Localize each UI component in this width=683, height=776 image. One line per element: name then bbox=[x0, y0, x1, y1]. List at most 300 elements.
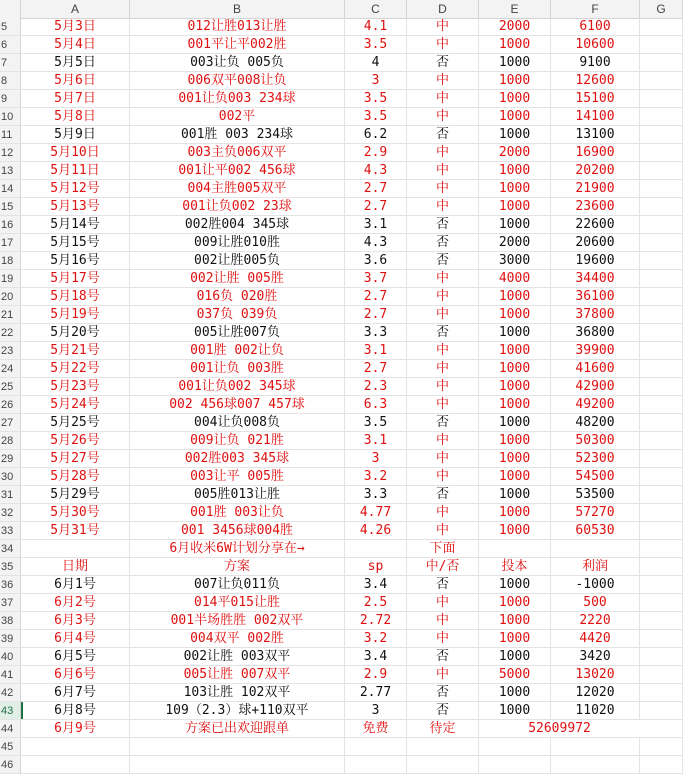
sp-cell[interactable] bbox=[345, 738, 407, 756]
stake-cell[interactable]: 1000 bbox=[479, 594, 551, 612]
date-cell[interactable]: 5月16号 bbox=[21, 252, 130, 270]
date-cell[interactable] bbox=[21, 756, 130, 774]
sp-cell[interactable]: 3.4 bbox=[345, 576, 407, 594]
empty-cell[interactable] bbox=[640, 180, 683, 198]
profit-cell[interactable]: 54500 bbox=[551, 468, 640, 486]
date-cell[interactable]: 5月14号 bbox=[21, 216, 130, 234]
empty-cell[interactable] bbox=[640, 720, 683, 738]
result-cell[interactable]: 否 bbox=[407, 252, 479, 270]
date-cell[interactable] bbox=[21, 540, 130, 558]
stake-cell[interactable]: 1000 bbox=[479, 432, 551, 450]
plan-cell[interactable]: 001胜 002让负 bbox=[130, 342, 345, 360]
empty-cell[interactable] bbox=[640, 198, 683, 216]
sp-cell[interactable]: 2.7 bbox=[345, 306, 407, 324]
sp-cell[interactable]: 3.5 bbox=[345, 108, 407, 126]
plan-cell[interactable] bbox=[130, 756, 345, 774]
result-cell[interactable] bbox=[407, 738, 479, 756]
empty-cell[interactable] bbox=[640, 252, 683, 270]
stake-cell[interactable]: 投本 bbox=[479, 558, 551, 576]
empty-cell[interactable] bbox=[640, 648, 683, 666]
result-cell[interactable]: 中 bbox=[407, 342, 479, 360]
profit-cell[interactable]: 500 bbox=[551, 594, 640, 612]
profit-cell[interactable]: 20200 bbox=[551, 162, 640, 180]
profit-cell[interactable]: 利润 bbox=[551, 558, 640, 576]
result-cell[interactable]: 中 bbox=[407, 630, 479, 648]
stake-cell[interactable] bbox=[479, 540, 551, 558]
profit-cell[interactable]: 3420 bbox=[551, 648, 640, 666]
empty-cell[interactable] bbox=[640, 522, 683, 540]
result-cell[interactable]: 中 bbox=[407, 36, 479, 54]
date-cell[interactable]: 5月27号 bbox=[21, 450, 130, 468]
profit-cell[interactable]: 6100 bbox=[551, 18, 640, 36]
date-cell[interactable]: 6月6号 bbox=[21, 666, 130, 684]
sp-cell[interactable]: 3.1 bbox=[345, 432, 407, 450]
row-header[interactable]: 15 bbox=[0, 198, 21, 216]
select-all-corner[interactable] bbox=[0, 0, 21, 18]
plan-cell[interactable]: 003让平 005胜 bbox=[130, 468, 345, 486]
column-header-e[interactable]: E bbox=[479, 0, 551, 18]
sp-cell[interactable]: 2.7 bbox=[345, 198, 407, 216]
result-cell[interactable]: 否 bbox=[407, 324, 479, 342]
row-header[interactable]: 24 bbox=[0, 360, 21, 378]
profit-cell[interactable]: 14100 bbox=[551, 108, 640, 126]
date-cell[interactable]: 5月8日 bbox=[21, 108, 130, 126]
profit-cell[interactable]: 42900 bbox=[551, 378, 640, 396]
sp-cell[interactable]: 4.3 bbox=[345, 234, 407, 252]
row-header[interactable]: 5 bbox=[0, 18, 21, 36]
result-cell[interactable]: 中 bbox=[407, 450, 479, 468]
result-cell[interactable]: 中 bbox=[407, 108, 479, 126]
stake-cell[interactable]: 1000 bbox=[479, 576, 551, 594]
plan-cell[interactable]: 003主负006双平 bbox=[130, 144, 345, 162]
stake-cell[interactable]: 2000 bbox=[479, 144, 551, 162]
profit-cell[interactable]: 19600 bbox=[551, 252, 640, 270]
stake-cell[interactable]: 1000 bbox=[479, 504, 551, 522]
sp-cell[interactable]: 3.5 bbox=[345, 90, 407, 108]
stake-cell[interactable]: 1000 bbox=[479, 378, 551, 396]
stake-cell[interactable]: 1000 bbox=[479, 54, 551, 72]
row-header[interactable]: 45 bbox=[0, 738, 21, 756]
empty-cell[interactable] bbox=[640, 630, 683, 648]
sp-cell[interactable]: 3.1 bbox=[345, 216, 407, 234]
plan-cell[interactable]: 037负 039负 bbox=[130, 306, 345, 324]
column-header-c[interactable]: C bbox=[345, 0, 407, 18]
plan-cell[interactable]: 001半场胜胜 002双平 bbox=[130, 612, 345, 630]
empty-cell[interactable] bbox=[640, 684, 683, 702]
sp-cell[interactable]: 3.1 bbox=[345, 342, 407, 360]
stake-cell[interactable]: 1000 bbox=[479, 108, 551, 126]
plan-cell[interactable]: 002胜003 345球 bbox=[130, 450, 345, 468]
stake-cell[interactable]: 1000 bbox=[479, 90, 551, 108]
stake-cell[interactable]: 1000 bbox=[479, 36, 551, 54]
sp-cell[interactable] bbox=[345, 756, 407, 774]
date-cell[interactable]: 5月29号 bbox=[21, 486, 130, 504]
plan-cell[interactable]: 001平让平002胜 bbox=[130, 36, 345, 54]
sp-cell[interactable]: 4.26 bbox=[345, 522, 407, 540]
sp-cell[interactable]: 2.3 bbox=[345, 378, 407, 396]
result-cell[interactable]: 中 bbox=[407, 90, 479, 108]
sp-cell[interactable] bbox=[345, 540, 407, 558]
profit-cell[interactable]: 10600 bbox=[551, 36, 640, 54]
plan-cell[interactable]: 006双平008让负 bbox=[130, 72, 345, 90]
row-header[interactable]: 35 bbox=[0, 558, 21, 576]
column-header-g[interactable]: G bbox=[640, 0, 683, 18]
date-cell[interactable]: 5月13号 bbox=[21, 198, 130, 216]
stake-cell[interactable]: 1000 bbox=[479, 414, 551, 432]
profit-cell[interactable]: 2220 bbox=[551, 612, 640, 630]
plan-cell[interactable]: 001胜 003 234球 bbox=[130, 126, 345, 144]
row-header[interactable]: 40 bbox=[0, 648, 21, 666]
result-cell[interactable]: 中 bbox=[407, 522, 479, 540]
profit-cell[interactable]: 48200 bbox=[551, 414, 640, 432]
plan-cell[interactable]: 001 3456球004胜 bbox=[130, 522, 345, 540]
sp-cell[interactable]: 3.2 bbox=[345, 468, 407, 486]
plan-cell[interactable]: 002胜004 345球 bbox=[130, 216, 345, 234]
plan-cell[interactable]: 001让负 003胜 bbox=[130, 360, 345, 378]
plan-cell[interactable]: 002 456球007 457球 bbox=[130, 396, 345, 414]
profit-cell[interactable]: 23600 bbox=[551, 198, 640, 216]
empty-cell[interactable] bbox=[640, 144, 683, 162]
sp-cell[interactable]: 3.3 bbox=[345, 324, 407, 342]
date-cell[interactable]: 5月25号 bbox=[21, 414, 130, 432]
empty-cell[interactable] bbox=[640, 450, 683, 468]
plan-cell[interactable]: 005让胜007负 bbox=[130, 324, 345, 342]
date-cell[interactable]: 5月19号 bbox=[21, 306, 130, 324]
result-cell[interactable]: 中 bbox=[407, 612, 479, 630]
sp-cell[interactable]: 免费 bbox=[345, 720, 407, 738]
profit-cell[interactable]: 36100 bbox=[551, 288, 640, 306]
sp-cell[interactable]: 4 bbox=[345, 54, 407, 72]
plan-cell[interactable]: 002平 bbox=[130, 108, 345, 126]
date-cell[interactable]: 5月15号 bbox=[21, 234, 130, 252]
stake-cell[interactable]: 1000 bbox=[479, 342, 551, 360]
profit-cell[interactable]: 34400 bbox=[551, 270, 640, 288]
row-header[interactable]: 42 bbox=[0, 684, 21, 702]
row-header[interactable]: 28 bbox=[0, 432, 21, 450]
row-header[interactable]: 39 bbox=[0, 630, 21, 648]
profit-cell[interactable]: 16900 bbox=[551, 144, 640, 162]
sp-cell[interactable]: 6.3 bbox=[345, 396, 407, 414]
stake-cell[interactable]: 1000 bbox=[479, 684, 551, 702]
stake-cell[interactable]: 1000 bbox=[479, 306, 551, 324]
empty-cell[interactable] bbox=[640, 576, 683, 594]
date-cell[interactable]: 5月24号 bbox=[21, 396, 130, 414]
stake-cell[interactable]: 1000 bbox=[479, 486, 551, 504]
stake-cell[interactable]: 1000 bbox=[479, 612, 551, 630]
profit-cell[interactable]: 57270 bbox=[551, 504, 640, 522]
row-header[interactable]: 32 bbox=[0, 504, 21, 522]
sp-cell[interactable]: sp bbox=[345, 558, 407, 576]
stake-cell[interactable] bbox=[479, 756, 551, 774]
result-cell[interactable]: 中/否 bbox=[407, 558, 479, 576]
empty-cell[interactable] bbox=[640, 666, 683, 684]
empty-cell[interactable] bbox=[640, 612, 683, 630]
plan-cell[interactable]: 003让负 005负 bbox=[130, 54, 345, 72]
stake-cell[interactable]: 1000 bbox=[479, 126, 551, 144]
result-cell[interactable]: 中 bbox=[407, 360, 479, 378]
sp-cell[interactable]: 2.7 bbox=[345, 180, 407, 198]
row-header[interactable]: 27 bbox=[0, 414, 21, 432]
result-cell[interactable]: 中 bbox=[407, 270, 479, 288]
result-cell[interactable]: 否 bbox=[407, 486, 479, 504]
plan-cell[interactable]: 002让胜 005胜 bbox=[130, 270, 345, 288]
profit-cell[interactable]: 13020 bbox=[551, 666, 640, 684]
sp-cell[interactable]: 2.72 bbox=[345, 612, 407, 630]
plan-cell[interactable] bbox=[130, 738, 345, 756]
result-cell[interactable]: 中 bbox=[407, 18, 479, 36]
date-cell[interactable]: 5月26号 bbox=[21, 432, 130, 450]
empty-cell[interactable] bbox=[640, 486, 683, 504]
plan-cell[interactable]: 004让负008负 bbox=[130, 414, 345, 432]
sp-cell[interactable]: 3.4 bbox=[345, 648, 407, 666]
empty-cell[interactable] bbox=[640, 162, 683, 180]
result-cell[interactable]: 中 bbox=[407, 288, 479, 306]
sp-cell[interactable]: 3.5 bbox=[345, 414, 407, 432]
sp-cell[interactable]: 3.6 bbox=[345, 252, 407, 270]
sp-cell[interactable]: 3 bbox=[345, 72, 407, 90]
row-header[interactable]: 9 bbox=[0, 90, 21, 108]
plan-cell[interactable]: 004主胜005双平 bbox=[130, 180, 345, 198]
row-header[interactable]: 16 bbox=[0, 216, 21, 234]
plan-cell[interactable]: 005胜013让胜 bbox=[130, 486, 345, 504]
date-cell[interactable]: 6月3号 bbox=[21, 612, 130, 630]
empty-cell[interactable] bbox=[640, 306, 683, 324]
profit-cell[interactable]: 15100 bbox=[551, 90, 640, 108]
sp-cell[interactable]: 2.7 bbox=[345, 360, 407, 378]
row-header[interactable]: 6 bbox=[0, 36, 21, 54]
empty-cell[interactable] bbox=[640, 504, 683, 522]
column-header-b[interactable]: B bbox=[130, 0, 345, 18]
profit-cell[interactable]: -1000 bbox=[551, 576, 640, 594]
profit-cell[interactable]: 37800 bbox=[551, 306, 640, 324]
profit-cell[interactable]: 52300 bbox=[551, 450, 640, 468]
row-header[interactable]: 10 bbox=[0, 108, 21, 126]
date-cell[interactable]: 5月30号 bbox=[21, 504, 130, 522]
stake-cell[interactable]: 1000 bbox=[479, 324, 551, 342]
empty-cell[interactable] bbox=[640, 126, 683, 144]
empty-cell[interactable] bbox=[640, 234, 683, 252]
date-cell[interactable]: 6月9号 bbox=[21, 720, 130, 738]
stake-cell[interactable]: 3000 bbox=[479, 252, 551, 270]
profit-cell[interactable]: 50300 bbox=[551, 432, 640, 450]
stake-cell[interactable]: 52609972 bbox=[479, 720, 640, 738]
result-cell[interactable]: 中 bbox=[407, 198, 479, 216]
plan-cell[interactable]: 109（2.3）球+110双平 bbox=[130, 702, 345, 720]
row-header[interactable]: 38 bbox=[0, 612, 21, 630]
row-header[interactable]: 43 bbox=[0, 702, 21, 720]
profit-cell[interactable] bbox=[551, 756, 640, 774]
row-header[interactable]: 31 bbox=[0, 486, 21, 504]
date-cell[interactable]: 5月4日 bbox=[21, 36, 130, 54]
profit-cell[interactable]: 39900 bbox=[551, 342, 640, 360]
date-cell[interactable]: 6月7号 bbox=[21, 684, 130, 702]
stake-cell[interactable]: 1000 bbox=[479, 648, 551, 666]
date-cell[interactable]: 5月22号 bbox=[21, 360, 130, 378]
result-cell[interactable]: 否 bbox=[407, 414, 479, 432]
plan-cell[interactable]: 001让平002 456球 bbox=[130, 162, 345, 180]
date-cell[interactable]: 6月5号 bbox=[21, 648, 130, 666]
date-cell[interactable]: 5月18号 bbox=[21, 288, 130, 306]
result-cell[interactable]: 中 bbox=[407, 504, 479, 522]
profit-cell[interactable] bbox=[551, 738, 640, 756]
empty-cell[interactable] bbox=[640, 72, 683, 90]
stake-cell[interactable]: 1000 bbox=[479, 450, 551, 468]
profit-cell[interactable]: 4420 bbox=[551, 630, 640, 648]
empty-cell[interactable] bbox=[640, 216, 683, 234]
empty-cell[interactable] bbox=[640, 108, 683, 126]
result-cell[interactable]: 下面 bbox=[407, 540, 479, 558]
profit-cell[interactable]: 9100 bbox=[551, 54, 640, 72]
result-cell[interactable]: 中 bbox=[407, 432, 479, 450]
profit-cell[interactable]: 12020 bbox=[551, 684, 640, 702]
stake-cell[interactable] bbox=[479, 738, 551, 756]
result-cell[interactable]: 否 bbox=[407, 234, 479, 252]
row-header[interactable]: 37 bbox=[0, 594, 21, 612]
result-cell[interactable] bbox=[407, 756, 479, 774]
row-header[interactable]: 19 bbox=[0, 270, 21, 288]
plan-cell[interactable]: 004双平 002胜 bbox=[130, 630, 345, 648]
stake-cell[interactable]: 1000 bbox=[479, 360, 551, 378]
sp-cell[interactable]: 4.1 bbox=[345, 18, 407, 36]
plan-cell[interactable]: 016负 020胜 bbox=[130, 288, 345, 306]
row-header[interactable]: 7 bbox=[0, 54, 21, 72]
sp-cell[interactable]: 2.7 bbox=[345, 288, 407, 306]
profit-cell[interactable]: 22600 bbox=[551, 216, 640, 234]
stake-cell[interactable]: 1000 bbox=[479, 180, 551, 198]
result-cell[interactable]: 中 bbox=[407, 162, 479, 180]
row-header[interactable]: 23 bbox=[0, 342, 21, 360]
row-header[interactable]: 13 bbox=[0, 162, 21, 180]
plan-cell[interactable]: 001胜 003让负 bbox=[130, 504, 345, 522]
date-cell[interactable]: 5月6日 bbox=[21, 72, 130, 90]
row-header[interactable]: 12 bbox=[0, 144, 21, 162]
column-header-f[interactable]: F bbox=[551, 0, 640, 18]
empty-cell[interactable] bbox=[640, 414, 683, 432]
row-header[interactable]: 33 bbox=[0, 522, 21, 540]
row-header[interactable]: 22 bbox=[0, 324, 21, 342]
sp-cell[interactable]: 3 bbox=[345, 450, 407, 468]
sp-cell[interactable]: 2.5 bbox=[345, 594, 407, 612]
stake-cell[interactable]: 1000 bbox=[479, 396, 551, 414]
plan-cell[interactable]: 001让负003 234球 bbox=[130, 90, 345, 108]
sp-cell[interactable]: 3.3 bbox=[345, 486, 407, 504]
profit-cell[interactable] bbox=[551, 540, 640, 558]
date-cell[interactable]: 6月2号 bbox=[21, 594, 130, 612]
sp-cell[interactable]: 2.9 bbox=[345, 144, 407, 162]
date-cell[interactable]: 5月17号 bbox=[21, 270, 130, 288]
profit-cell[interactable]: 36800 bbox=[551, 324, 640, 342]
empty-cell[interactable] bbox=[640, 558, 683, 576]
result-cell[interactable]: 否 bbox=[407, 702, 479, 720]
empty-cell[interactable] bbox=[640, 288, 683, 306]
row-header[interactable]: 36 bbox=[0, 576, 21, 594]
empty-cell[interactable] bbox=[640, 738, 683, 756]
row-header[interactable]: 25 bbox=[0, 378, 21, 396]
empty-cell[interactable] bbox=[640, 36, 683, 54]
date-cell[interactable]: 6月8号 bbox=[21, 702, 130, 720]
plan-cell[interactable]: 001让负002 345球 bbox=[130, 378, 345, 396]
empty-cell[interactable] bbox=[640, 468, 683, 486]
plan-cell[interactable]: 002让胜 003双平 bbox=[130, 648, 345, 666]
stake-cell[interactable]: 1000 bbox=[479, 198, 551, 216]
empty-cell[interactable] bbox=[640, 378, 683, 396]
result-cell[interactable]: 否 bbox=[407, 684, 479, 702]
column-header-a[interactable]: A bbox=[21, 0, 130, 18]
date-cell[interactable]: 5月9日 bbox=[21, 126, 130, 144]
stake-cell[interactable]: 1000 bbox=[479, 702, 551, 720]
sp-cell[interactable]: 6.2 bbox=[345, 126, 407, 144]
plan-cell[interactable]: 6月收米6W计划分享在→ bbox=[130, 540, 345, 558]
stake-cell[interactable]: 1000 bbox=[479, 162, 551, 180]
result-cell[interactable]: 中 bbox=[407, 378, 479, 396]
plan-cell[interactable]: 012让胜013让胜 bbox=[130, 18, 345, 36]
result-cell[interactable]: 中 bbox=[407, 666, 479, 684]
result-cell[interactable]: 中 bbox=[407, 72, 479, 90]
plan-cell[interactable]: 方案已出欢迎跟单 bbox=[130, 720, 345, 738]
profit-cell[interactable]: 41600 bbox=[551, 360, 640, 378]
result-cell[interactable]: 中 bbox=[407, 468, 479, 486]
plan-cell[interactable]: 009让负 021胜 bbox=[130, 432, 345, 450]
empty-cell[interactable] bbox=[640, 540, 683, 558]
row-header[interactable]: 17 bbox=[0, 234, 21, 252]
result-cell[interactable]: 中 bbox=[407, 144, 479, 162]
result-cell[interactable]: 待定 bbox=[407, 720, 479, 738]
result-cell[interactable]: 否 bbox=[407, 576, 479, 594]
stake-cell[interactable]: 1000 bbox=[479, 522, 551, 540]
empty-cell[interactable] bbox=[640, 432, 683, 450]
column-header-d[interactable]: D bbox=[407, 0, 479, 18]
sp-cell[interactable]: 2.9 bbox=[345, 666, 407, 684]
date-cell[interactable] bbox=[21, 738, 130, 756]
date-cell[interactable]: 5月31号 bbox=[21, 522, 130, 540]
row-header[interactable]: 8 bbox=[0, 72, 21, 90]
profit-cell[interactable]: 53500 bbox=[551, 486, 640, 504]
empty-cell[interactable] bbox=[640, 18, 683, 36]
stake-cell[interactable]: 1000 bbox=[479, 216, 551, 234]
stake-cell[interactable]: 2000 bbox=[479, 234, 551, 252]
row-header[interactable]: 18 bbox=[0, 252, 21, 270]
result-cell[interactable]: 中 bbox=[407, 396, 479, 414]
empty-cell[interactable] bbox=[640, 342, 683, 360]
empty-cell[interactable] bbox=[640, 54, 683, 72]
profit-cell[interactable]: 12600 bbox=[551, 72, 640, 90]
plan-cell[interactable]: 009让胜010胜 bbox=[130, 234, 345, 252]
result-cell[interactable]: 中 bbox=[407, 180, 479, 198]
plan-cell[interactable]: 方案 bbox=[130, 558, 345, 576]
row-header[interactable]: 11 bbox=[0, 126, 21, 144]
date-cell[interactable]: 5月20号 bbox=[21, 324, 130, 342]
row-header[interactable]: 14 bbox=[0, 180, 21, 198]
empty-cell[interactable] bbox=[640, 396, 683, 414]
date-cell[interactable]: 5月28号 bbox=[21, 468, 130, 486]
sp-cell[interactable]: 2.77 bbox=[345, 684, 407, 702]
profit-cell[interactable]: 60530 bbox=[551, 522, 640, 540]
plan-cell[interactable]: 005让胜 007双平 bbox=[130, 666, 345, 684]
plan-cell[interactable]: 103让胜 102双平 bbox=[130, 684, 345, 702]
stake-cell[interactable]: 1000 bbox=[479, 288, 551, 306]
row-header[interactable]: 41 bbox=[0, 666, 21, 684]
date-cell[interactable]: 5月7日 bbox=[21, 90, 130, 108]
profit-cell[interactable]: 11020 bbox=[551, 702, 640, 720]
date-cell[interactable]: 6月1号 bbox=[21, 576, 130, 594]
plan-cell[interactable]: 007让负011负 bbox=[130, 576, 345, 594]
date-cell[interactable]: 5月23号 bbox=[21, 378, 130, 396]
result-cell[interactable]: 否 bbox=[407, 216, 479, 234]
row-header[interactable]: 21 bbox=[0, 306, 21, 324]
row-header[interactable]: 46 bbox=[0, 756, 21, 774]
date-cell[interactable]: 5月5日 bbox=[21, 54, 130, 72]
sp-cell[interactable]: 3.7 bbox=[345, 270, 407, 288]
